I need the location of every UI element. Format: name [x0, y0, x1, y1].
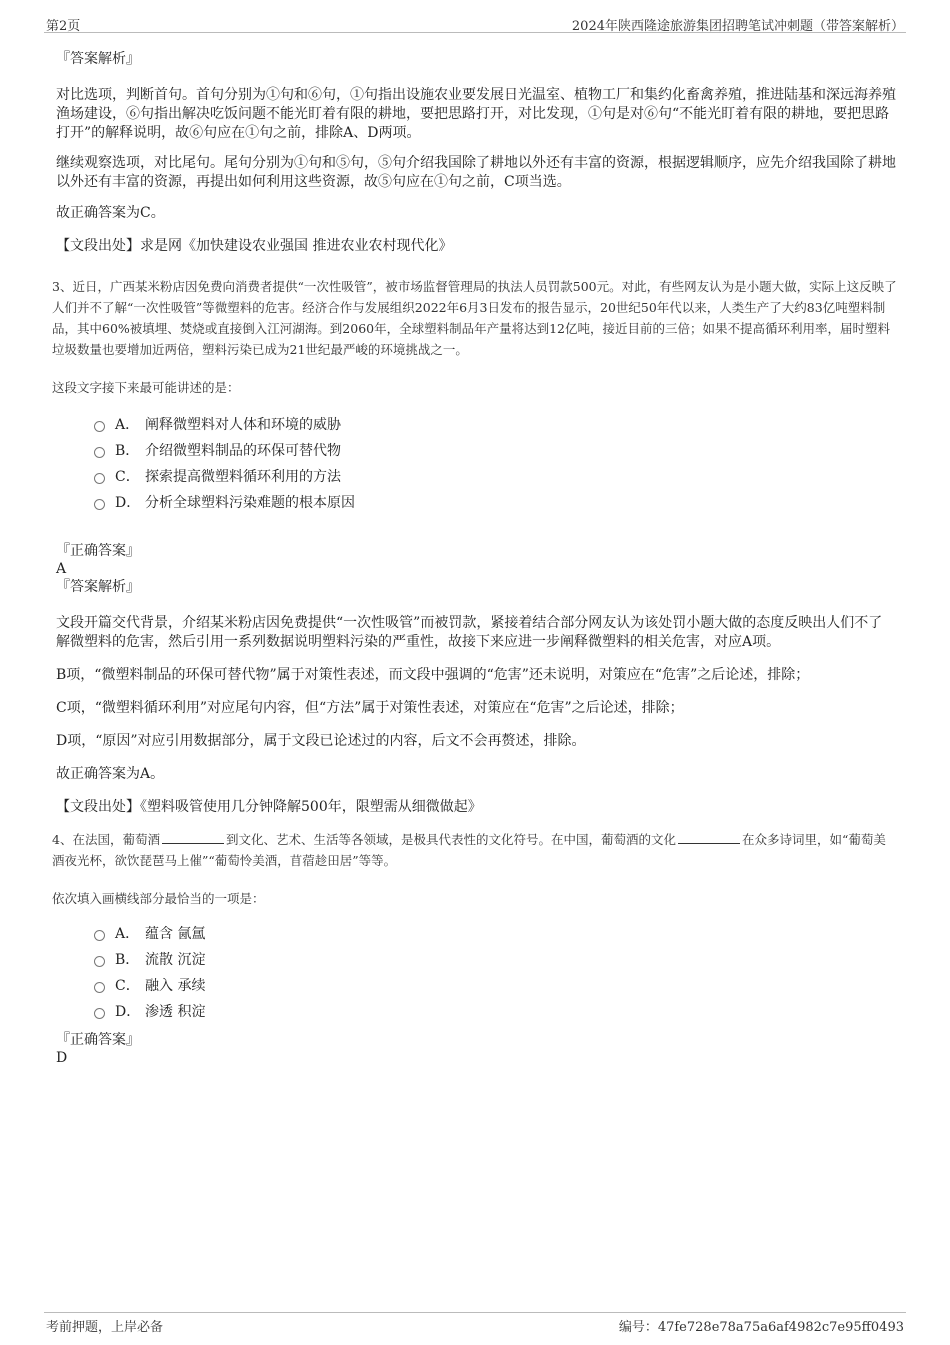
q2-analysis-label: 『答案解析』: [56, 51, 140, 67]
q4-option-c[interactable]: C． 融入 承续: [94, 973, 896, 999]
blank-1: [162, 831, 224, 844]
radio-icon[interactable]: [94, 499, 105, 510]
q4-answer-label: 『正确答案』: [56, 1032, 140, 1048]
q3-stem: 3、近日，广西某米粉店因免费向消费者提供“一次性吸管”，被市场监督管理局的执法人员罚款500元。对此，有些网友认为是小题大做，实际上这反映了人们并不了解“一次性吸管”等微塑料的危害。经济合作与发展组织2022年6月3日发布的报告显示，20世纪50年代以来，人类生产了大约83亿吨塑料制品，其中60%被填埋、焚烧或直接倒入江河湖海。到2060年，全球塑料制品年产量将达到12亿吨，接近目前的三倍；如果不提高循环利用率，届时塑料垃圾数量也要增加近两倍，塑料污染已成为21世纪最严峻的环境挑战之一。: [52, 279, 897, 357]
q4-prompt: 依次填入画横线部分最恰当的一项是：: [52, 891, 265, 906]
q4-option-a[interactable]: A． 蕴含 氤氲: [94, 921, 896, 947]
q3-answer: A: [56, 561, 67, 577]
document-title: 2024年陕西隆途旅游集团招聘笔试冲刺题（带答案解析）: [571, 19, 904, 34]
radio-icon[interactable]: [94, 982, 105, 993]
q3-prompt: 这段文字接下来最可能讲述的是：: [52, 380, 240, 395]
q2-analysis-para-1: 对比选项，判断首句。首句分别为①句和⑥句，①句指出设施农业要发展日光温室、植物工厂和集约化畜禽养殖，推进陆基和深远海养殖渔场建设，⑥句指出解决吃饭问题不能光盯着有限的耕地，要把思路打开，对比发现，①句是对⑥句“不能光盯着有限的耕地，要把思路打开”的解释说明，故⑥句应在①句之前，排除A、D两项。: [56, 87, 896, 141]
q4-answer: D: [56, 1050, 68, 1066]
q3-option-a[interactable]: A． 阐释微塑料对人体和环境的威胁: [94, 412, 896, 438]
q3-source: 【文段出处】《塑料吸管使用几分钟降解500年，限塑需从细微做起》: [56, 799, 482, 815]
q3-option-b[interactable]: B． 介绍微塑料制品的环保可替代物: [94, 438, 896, 464]
q3-analysis-label: 『答案解析』: [56, 579, 140, 595]
q4-option-d[interactable]: D． 渗透 积淀: [94, 999, 896, 1025]
radio-icon[interactable]: [94, 473, 105, 484]
q2-analysis-para-2: 继续观察选项，对比尾句。尾句分别为①句和⑤句，⑤句介绍我国除了耕地以外还有丰富的资源，根据逻辑顺序，应先介绍我国除了耕地以外还有丰富的资源，再提出如何利用这些资源，故⑤句应在①句之前，C项当选。: [56, 155, 896, 190]
radio-icon[interactable]: [94, 1008, 105, 1019]
radio-icon[interactable]: [94, 930, 105, 941]
q3-option-c[interactable]: C． 探索提高微塑料循环利用的方法: [94, 464, 896, 490]
page-header: [44, 10, 906, 33]
radio-icon[interactable]: [94, 956, 105, 967]
q3-analysis-para-5: 故正确答案为A。: [56, 766, 165, 782]
radio-icon[interactable]: [94, 421, 105, 432]
q4-options: [94, 921, 896, 1025]
q3-analysis-para-1: 文段开篇交代背景，介绍某米粉店因免费提供“一次性吸管”而被罚款，紧接着结合部分网友认为该处罚小题大做的态度反映出人们不了解微塑料的危害，然后引用一系列数据说明塑料污染的严重性，故接下来应进一步阐释微塑料的相关危害，对应A项。: [56, 615, 883, 650]
q4-option-b[interactable]: B． 流散 沉淀: [94, 947, 896, 973]
q3-answer-label: 『正确答案』: [56, 543, 140, 559]
radio-icon[interactable]: [94, 447, 105, 458]
footer-slogan: 考前押题，上岸必备: [46, 1320, 164, 1335]
document-id: 编号：47fe728e78a75a6af4982c7e95ff0493: [618, 1320, 904, 1335]
page-content: [52, 42, 897, 1067]
q3-analysis-para-2: B项，“微塑料制品的环保可替代物”属于对策性表述，而文段中强调的“危害”还未说明，对策应在“危害”之后论述，排除；: [56, 667, 810, 683]
blank-2: [678, 831, 740, 844]
q2-source: 【文段出处】求是网《加快建设农业强国 推进农业农村现代化》: [56, 238, 453, 254]
q2-analysis-para-3: 故正确答案为C。: [56, 205, 165, 221]
page-footer: [44, 1312, 906, 1335]
q3-option-d[interactable]: D． 分析全球塑料污染难题的根本原因: [94, 490, 896, 516]
q3-analysis-para-3: C项，“微塑料循环利用”对应尾句内容，但“方法”属于对策性表述，对策应在“危害”之后论述，排除；: [56, 700, 684, 716]
q3-analysis-para-4: D项，“原因”对应引用数据部分，属于文段已论述过的内容，后文不会再赘述，排除。: [56, 733, 586, 749]
q4-stem: 4、在法国，葡萄酒 到文化、艺术、生活等各领域，是极具代表性的文化符号。在中国，葡萄酒的文化 在众多诗词里，如“葡萄美酒夜光杯，欲饮琵琶马上催”“葡萄怜美酒，苜蓿趁田居”等等。: [52, 832, 886, 868]
page-number: 第2页: [46, 19, 81, 34]
q3-options: [94, 412, 896, 516]
